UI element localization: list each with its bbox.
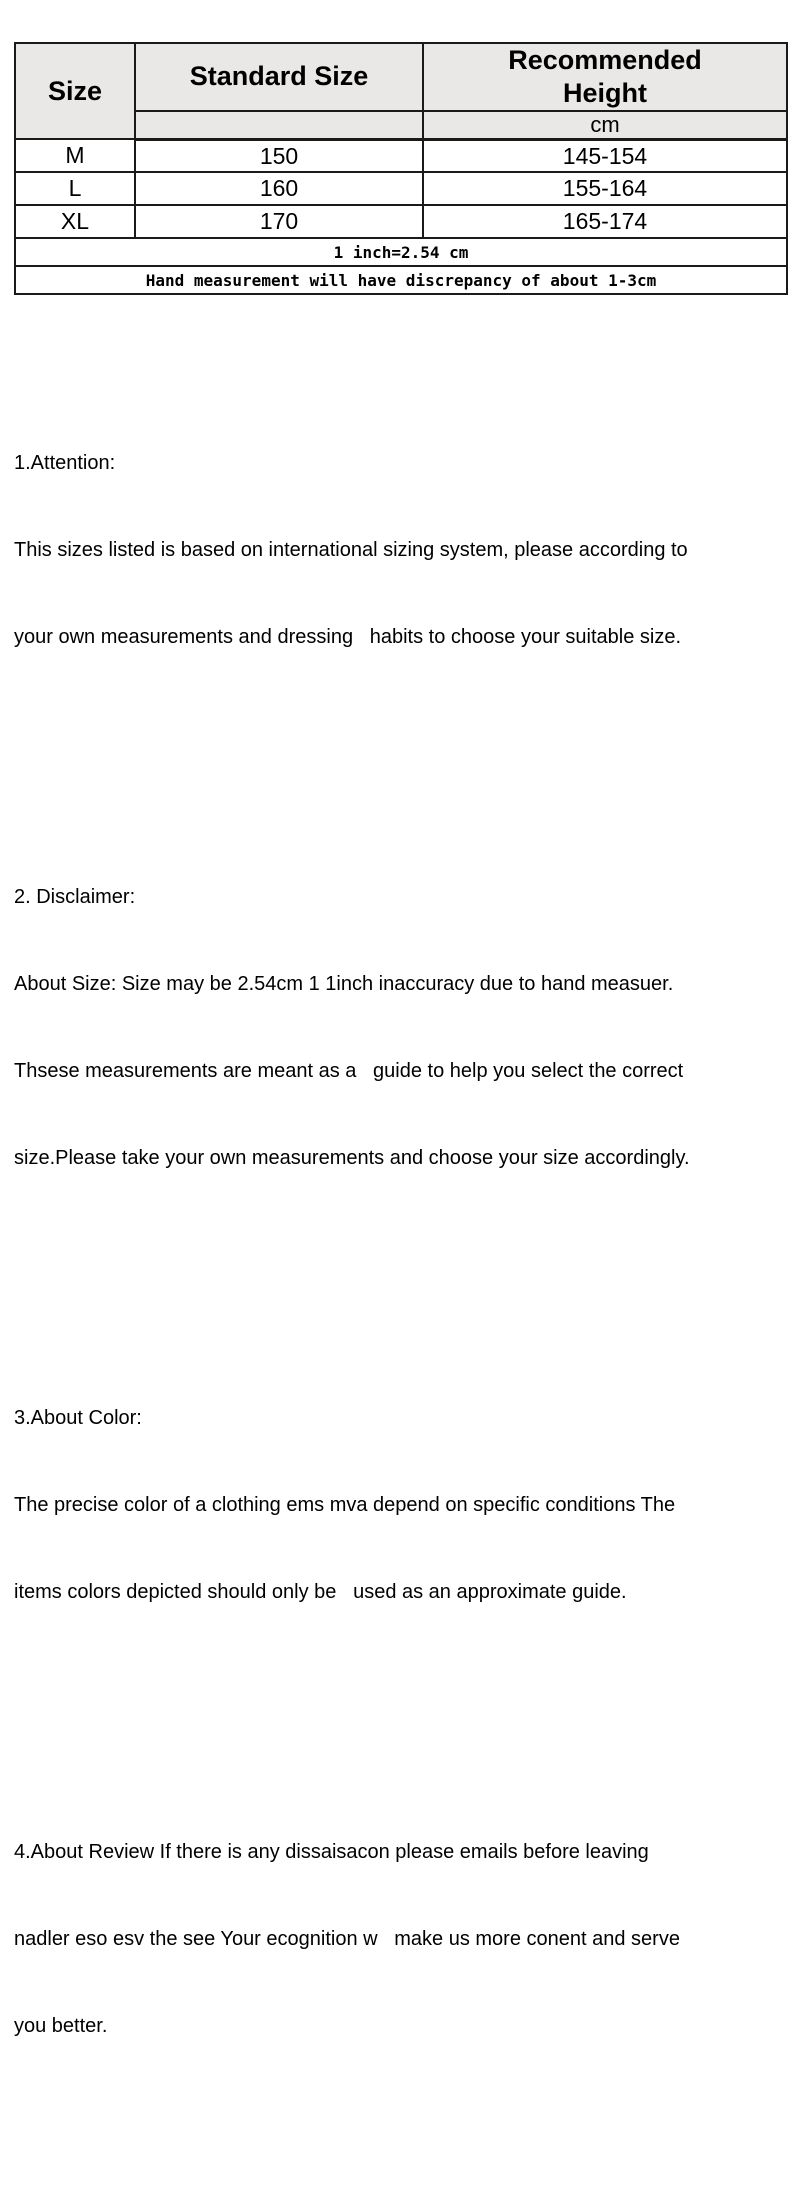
section-line: nadler eso esv the see Your ecognition w make us more conent and serve	[14, 1928, 680, 1951]
section-line: The precise color of a clothing ems mva depend on specific conditions The	[14, 1494, 676, 1517]
height-cell: 145-154	[423, 139, 787, 172]
size-cell: M	[15, 139, 135, 172]
inch-conversion-note: 1 inch=2.54 cm	[15, 238, 787, 266]
size-cell: XL	[15, 205, 135, 238]
header-size-cell: Size	[15, 43, 135, 139]
section-attention	[14, 391, 800, 710]
section-line: you better.	[14, 2015, 108, 2038]
section-line: This sizes listed is based on international sizing system, please according to	[14, 539, 688, 562]
section-line: 4.About Review If there is any dissaisacon please emails before leaving	[14, 1841, 649, 1864]
section-heading: 1.Attention:	[14, 452, 116, 475]
unit-cm-cell: cm	[423, 111, 787, 140]
size-chart-table	[14, 42, 788, 295]
section-heading: 3.About Color:	[14, 1407, 142, 1430]
section-heading: 2. Disclaimer:	[14, 886, 136, 909]
unit-standard-cell	[135, 111, 423, 140]
header-standard-size-cell: Standard Size	[135, 43, 423, 111]
table-note-row-hand	[15, 266, 787, 294]
standard-size-cell: 150	[135, 139, 423, 172]
height-cell: 165-174	[423, 205, 787, 238]
table-row-xl	[15, 205, 787, 238]
header-recommended-height-label: Recommended Height	[508, 45, 702, 108]
notes-text-block	[14, 304, 800, 2186]
section-line: Thsese measurements are meant as a guide to help you select the correct	[14, 1060, 684, 1083]
size-chart-page	[0, 42, 800, 2038]
section-line: size.Please take your own measurements and choose your size accordingly.	[14, 1147, 690, 1170]
table-row-l	[15, 172, 787, 205]
standard-size-cell: 170	[135, 205, 423, 238]
size-cell: L	[15, 172, 135, 205]
section-line: your own measurements and dressing habits to choose your suitable size.	[14, 626, 682, 649]
table-row-m	[15, 139, 787, 172]
section-about-review	[14, 1780, 800, 2099]
section-about-color	[14, 1346, 800, 1665]
section-line: items colors depicted should only be used as an approximate guide.	[14, 1581, 627, 1604]
height-cell: 155-164	[423, 172, 787, 205]
section-disclaimer	[14, 825, 800, 1231]
table-header-row	[15, 43, 787, 111]
table-note-row-inch	[15, 238, 787, 266]
header-recommended-height-cell	[423, 43, 787, 111]
section-line: About Size: Size may be 2.54cm 1 1inch inaccuracy due to hand measuer.	[14, 973, 674, 996]
standard-size-cell: 160	[135, 172, 423, 205]
hand-measurement-note: Hand measurement will have discrepancy of about 1-3cm	[15, 266, 787, 294]
